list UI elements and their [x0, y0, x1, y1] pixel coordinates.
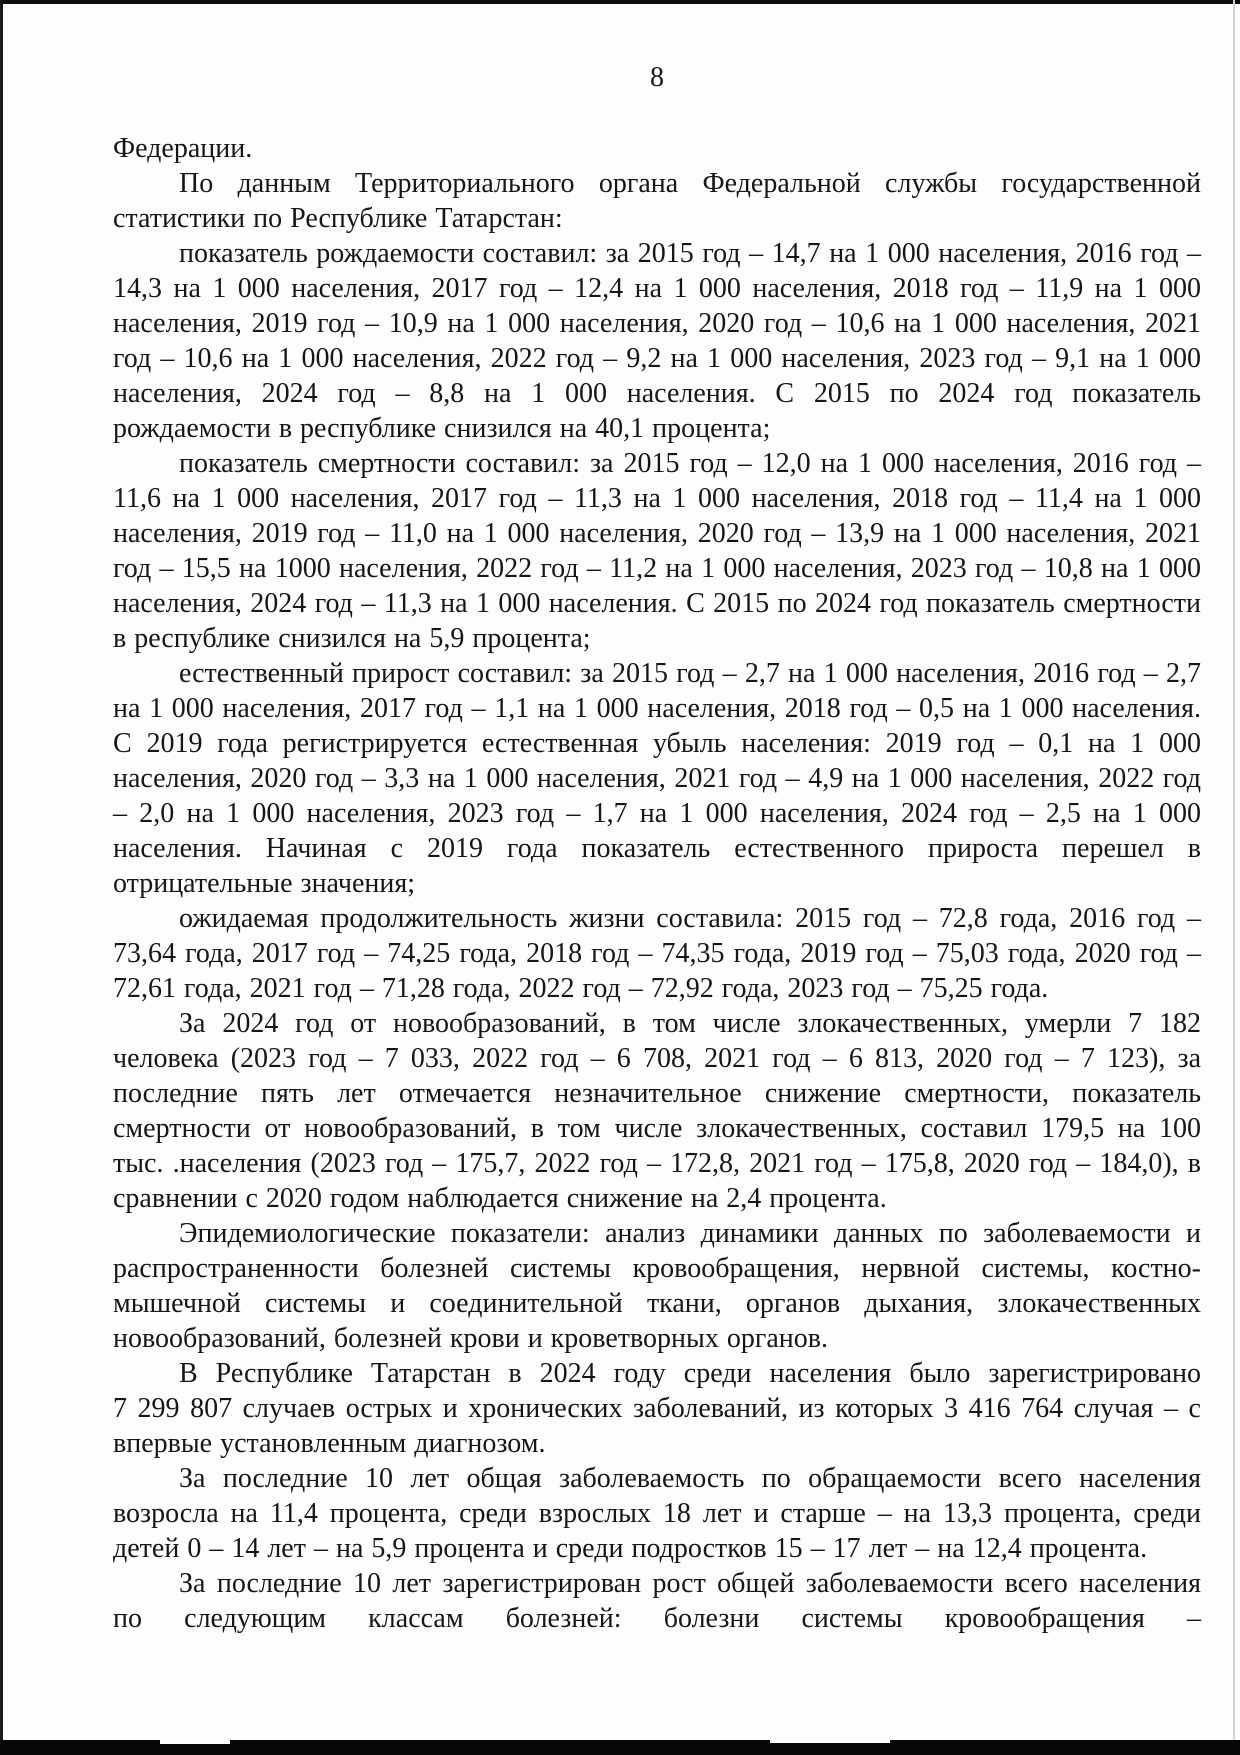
scan-edge-right [1233, 0, 1235, 1755]
paragraph: показатель рождаемости составил: за 2015 год – 14,7 на 1 000 населения, 2016 год – 14,3 на 1 000 населения, 2017 год – 12,4 на 1 000 населения, 2018 год – 11,9 на 1 000 населения, 2019 год – 10,9 на 1 000 населения, 2020 год – 10,6 на 1 000 населения, 2021 год – 10,6 на 1 000 населения, 2022 год – 9,2 на 1 000 населения, 2023 год – 9,1 на 1 000 населения, 2024 год – 8,8 на 1 000 населения. С 2015 по 2024 год показатель рождаемости в республике снизился на 40,1 процента; [113, 238, 1201, 444]
paragraph: За последние 10 лет общая заболеваемость по обращаемости всего населения возросла на 11,4 процента, среди взрослых 18 лет и старше – на 13,3 процента, среди детей 0 – 14 лет – на 5,9 процента и среди подростков 15 – 17 лет – на 12,4 процента. [113, 1463, 1201, 1564]
paragraph: В Республике Татарстан в 2024 году среди населения было зарегистрировано 7 299 807 случаев острых и хронических заболеваний, из которых 3 416 764 случая – с впервые установленным диагнозом. [113, 1358, 1201, 1459]
paragraph: По данным Территориального органа Федеральной службы государственной статистики по Республике Татарстан: [113, 168, 1201, 234]
text-block [113, 60, 1201, 1636]
page-number: 8 [650, 62, 664, 93]
scan-artifact [160, 1740, 230, 1744]
paragraph: За последние 10 лет зарегистрирован рост общей заболеваемости всего населения по следующим классам болезней: болезни системы кровообращения – [113, 1568, 1201, 1634]
paragraph: Федерации. [113, 133, 253, 164]
paragraph: показатель смертности составил: за 2015 год – 12,0 на 1 000 населения, 2016 год – 11,6 на 1 000 населения, 2017 год – 11,3 на 1 000 населения, 2018 год – 11,4 на 1 000 населения, 2019 год – 11,0 на 1 000 населения, 2020 год – 13,9 на 1 000 населения, 2021 год – 15,5 на 1000 населения, 2022 год – 11,2 на 1 000 населения, 2023 год – 10,8 на 1 000 населения, 2024 год – 11,3 на 1 000 населения. С 2015 по 2024 год показатель смертности в республике снизился на 5,9 процента; [113, 448, 1201, 654]
paragraph: естественный прирост составил: за 2015 год – 2,7 на 1 000 населения, 2016 год – 2,7 на 1 000 населения, 2017 год – 1,1 на 1 000 населения, 2018 год – 0,5 на 1 000 населения. С 2019 года регистрируется естественная убыль населения: 2019 год – 0,1 на 1 000 населения, 2020 год – 3,3 на 1 000 населения, 2021 год – 4,9 на 1 000 населения, 2022 год – 2,0 на 1 000 населения, 2023 год – 1,7 на 1 000 населения, 2024 год – 2,5 на 1 000 населения. Начиная с 2019 года показатель естественного прироста перешел в отрицательные значения; [113, 658, 1201, 899]
scan-edge-left [0, 0, 3, 1755]
paragraph: ожидаемая продолжительность жизни составила: 2015 год – 72,8 года, 2016 год – 73,64 года, 2017 год – 74,25 года, 2018 год – 74,35 года, 2019 год – 75,03 года, 2020 год – 72,61 года, 2021 год – 71,28 года, 2022 год – 72,92 года, 2023 год – 75,25 года. [113, 903, 1201, 1004]
paragraph: За 2024 год от новообразований, в том числе злокачественных, умерли 7 182 человека (2023 год – 7 033, 2022 год – 6 708, 2021 год – 6 813, 2020 год – 7 123), за последние пять лет отмечается незначительное снижение смертности, показатель смертности от новообразований, в том числе злокачественных, составил 179,5 на 100 тыс. .населения (2023 год – 175,7, 2022 год – 172,8, 2021 год – 175,8, 2020 год – 184,0), в сравнении с 2020 годом наблюдается снижение на 2,4 процента. [113, 1008, 1201, 1214]
paragraph: Эпидемиологические показатели: анализ динамики данных по заболеваемости и распространенности болезней системы кровообращения, нервной системы, костно-мышечной системы и соединительной ткани, органов дыхания, злокачественных новообразований, болезней крови и кроветворных органов. [113, 1218, 1201, 1354]
scan-artifact [770, 1740, 890, 1743]
scan-edge-top [0, 0, 1240, 4]
